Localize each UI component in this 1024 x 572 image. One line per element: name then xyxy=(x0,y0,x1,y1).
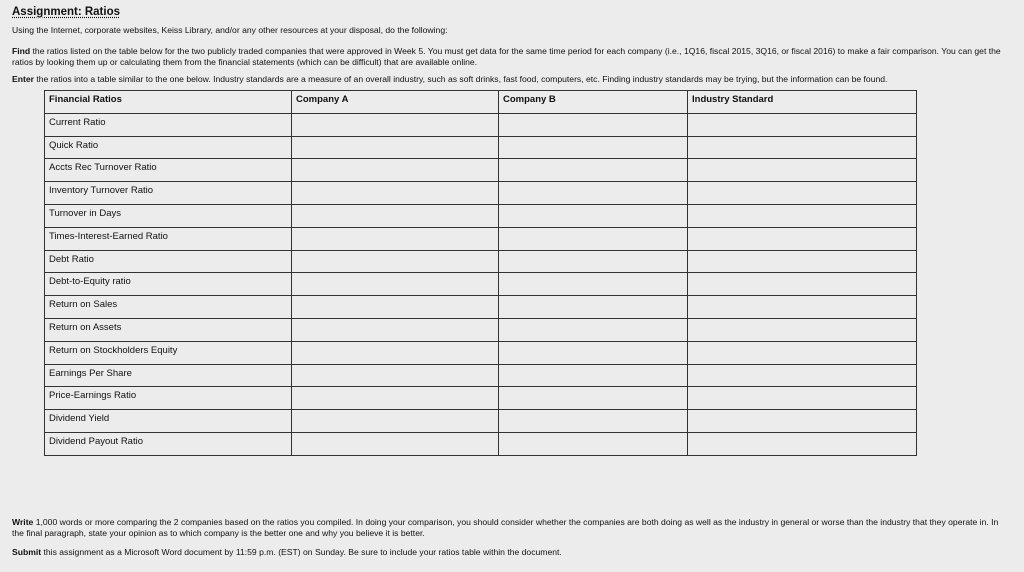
industry-standard-cell xyxy=(688,136,917,159)
table-row xyxy=(45,159,917,182)
enter-text: the ratios into a table similar to the one below. Industry standards are a measure of an overall industry, such as soft drinks, fast food, computers, etc. Finding industry standards may be trying, but the information can be found. xyxy=(33,74,888,84)
company-a-cell xyxy=(292,341,499,364)
industry-standard-cell xyxy=(688,113,917,136)
ratio-label: Debt Ratio xyxy=(45,250,292,273)
table-row xyxy=(45,182,917,205)
industry-standard-cell xyxy=(688,182,917,205)
company-a-cell xyxy=(292,227,499,250)
ratios-table xyxy=(44,90,917,456)
table-row xyxy=(45,432,917,455)
company-b-cell xyxy=(499,318,688,341)
ratio-label: Dividend Yield xyxy=(45,410,292,433)
industry-standard-cell xyxy=(688,227,917,250)
company-b-cell xyxy=(499,341,688,364)
company-a-cell xyxy=(292,364,499,387)
ratio-label: Return on Sales xyxy=(45,296,292,319)
company-b-cell xyxy=(499,182,688,205)
table-row xyxy=(45,318,917,341)
ratio-label: Quick Ratio xyxy=(45,136,292,159)
header-industry-standard: Industry Standard xyxy=(688,91,917,114)
table-row xyxy=(45,227,917,250)
table-row xyxy=(45,250,917,273)
table-row xyxy=(45,410,917,433)
ratio-label: Earnings Per Share xyxy=(45,364,292,387)
find-text: the ratios listed on the table below for the two publicly traded companies that were approved in Week 5. You must get data for the same time period for each company (i.e., 1Q16, fiscal 2015, 3Q16, or fiscal 2016) to make a fair comparison. You can get the ratios by looking them up or calculating them from the financial statements (which can be difficult) that are available online. xyxy=(12,46,1001,67)
company-a-cell xyxy=(292,204,499,227)
industry-standard-cell xyxy=(688,364,917,387)
industry-standard-cell xyxy=(688,387,917,410)
company-a-cell xyxy=(292,432,499,455)
company-b-cell xyxy=(499,387,688,410)
enter-lead: Enter xyxy=(12,74,34,84)
submit-text: this assignment as a Microsoft Word document by 11:59 p.m. (EST) on Sunday. Be sure to include your ratios table within the document. xyxy=(41,547,562,557)
industry-standard-cell xyxy=(688,204,917,227)
company-a-cell xyxy=(292,182,499,205)
company-a-cell xyxy=(292,410,499,433)
ratio-label: Price-Earnings Ratio xyxy=(45,387,292,410)
industry-standard-cell xyxy=(688,318,917,341)
table-header-row xyxy=(45,91,917,114)
table-row xyxy=(45,387,917,410)
company-b-cell xyxy=(499,250,688,273)
company-b-cell xyxy=(499,432,688,455)
write-paragraph xyxy=(12,517,1012,539)
industry-standard-cell xyxy=(688,341,917,364)
table-row xyxy=(45,273,917,296)
industry-standard-cell xyxy=(688,273,917,296)
industry-standard-cell xyxy=(688,250,917,273)
company-a-cell xyxy=(292,250,499,273)
enter-paragraph xyxy=(12,74,1012,85)
submit-paragraph xyxy=(12,547,1012,558)
instructions-footer xyxy=(12,517,1012,558)
company-b-cell xyxy=(499,273,688,296)
company-b-cell xyxy=(499,136,688,159)
ratio-label: Debt-to-Equity ratio xyxy=(45,273,292,296)
table-row xyxy=(45,341,917,364)
find-lead: Find xyxy=(12,46,31,56)
ratio-label: Return on Assets xyxy=(45,318,292,341)
ratio-label: Turnover in Days xyxy=(45,204,292,227)
company-a-cell xyxy=(292,159,499,182)
industry-standard-cell xyxy=(688,410,917,433)
company-b-cell xyxy=(499,410,688,433)
ratio-label: Return on Stockholders Equity xyxy=(45,341,292,364)
page-title: Assignment: Ratios xyxy=(12,6,120,18)
company-b-cell xyxy=(499,159,688,182)
table-row xyxy=(45,204,917,227)
ratio-label: Dividend Payout Ratio xyxy=(45,432,292,455)
header-company-a: Company A xyxy=(292,91,499,114)
intro-paragraph: Using the Internet, corporate websites, Keiss Library, and/or any other resources at your disposal, do the following: xyxy=(12,25,448,35)
table-row xyxy=(45,136,917,159)
company-b-cell xyxy=(499,204,688,227)
industry-standard-cell xyxy=(688,432,917,455)
header-company-b: Company B xyxy=(499,91,688,114)
company-a-cell xyxy=(292,318,499,341)
company-b-cell xyxy=(499,113,688,136)
submit-lead: Submit xyxy=(12,547,42,557)
assignment-document xyxy=(12,5,1012,456)
write-text: 1,000 words or more comparing the 2 companies based on the ratios you compiled. In doing your comparison, you should consider whether the companies are both doing as well as the industry in general or worse than the industry that they operate in. In the final paragraph, state your opinion as to which company is the better one and why you believe it is better. xyxy=(12,517,999,538)
table-row xyxy=(45,113,917,136)
ratio-label: Inventory Turnover Ratio xyxy=(45,182,292,205)
table-row xyxy=(45,364,917,387)
header-financial-ratios: Financial Ratios xyxy=(45,91,292,114)
ratio-label: Accts Rec Turnover Ratio xyxy=(45,159,292,182)
company-b-cell xyxy=(499,227,688,250)
ratio-label: Current Ratio xyxy=(45,113,292,136)
ratio-label: Times-Interest-Earned Ratio xyxy=(45,227,292,250)
company-a-cell xyxy=(292,296,499,319)
industry-standard-cell xyxy=(688,159,917,182)
company-b-cell xyxy=(499,296,688,319)
company-a-cell xyxy=(292,136,499,159)
company-b-cell xyxy=(499,364,688,387)
table-row xyxy=(45,296,917,319)
industry-standard-cell xyxy=(688,296,917,319)
find-paragraph xyxy=(12,46,1012,68)
company-a-cell xyxy=(292,387,499,410)
company-a-cell xyxy=(292,113,499,136)
write-lead: Write xyxy=(12,517,34,527)
company-a-cell xyxy=(292,273,499,296)
